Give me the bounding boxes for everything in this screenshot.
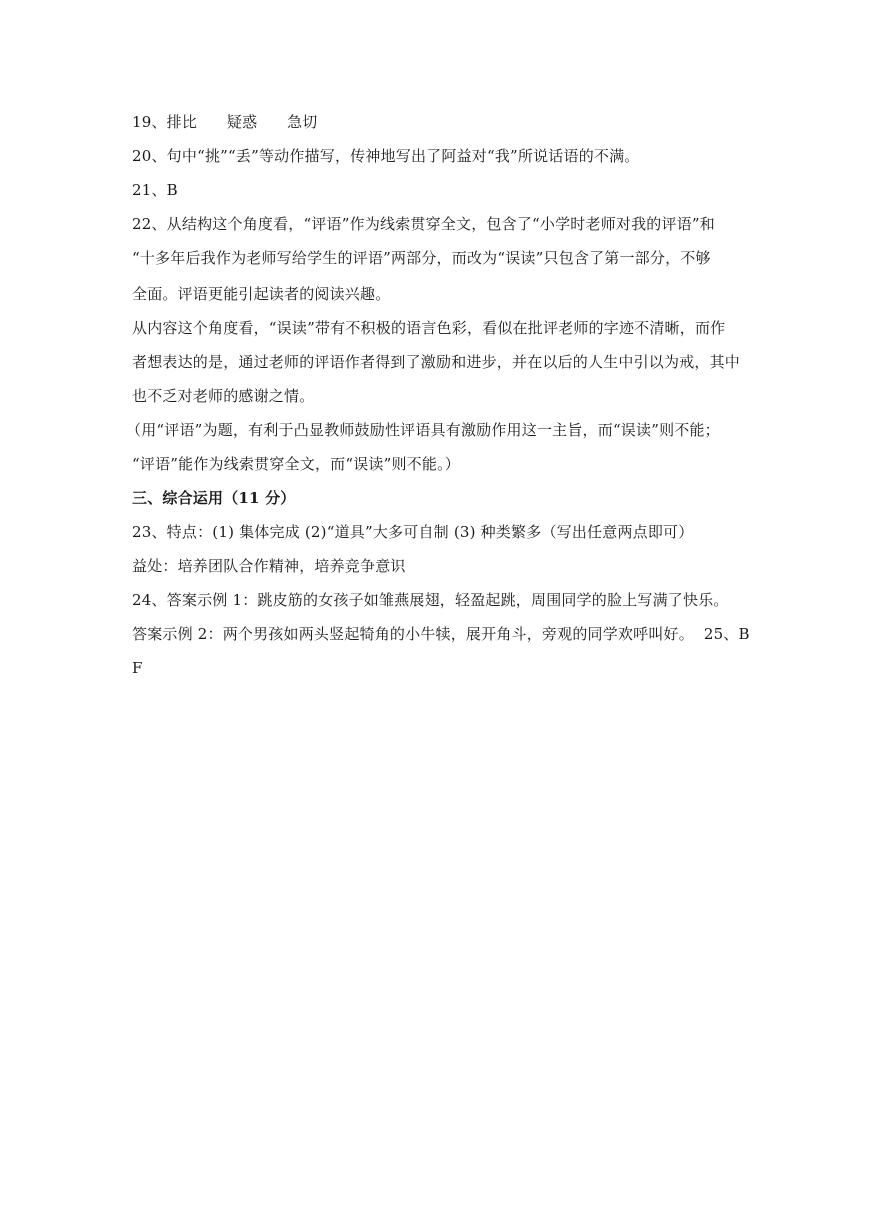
answer-21: 21、B	[132, 181, 178, 199]
answer-24-line-2: 答案示例 2：两个男孩如两头竖起犄角的小牛犊，展开角斗，旁观的同学欢呼叫好。 25、B	[132, 625, 750, 643]
section-heading: 三、综合运用（11 分）	[132, 489, 296, 507]
answer-22-line-3: 全面。评语更能引起读者的阅读兴趣。	[132, 285, 391, 303]
answer-23-line-1: 23、特点：(1) 集体完成 (2)“道具”大多可自制 (3) 种类繁多（写出任意两点即可）	[132, 523, 694, 541]
answer-23-line-2: 益处：培养团队合作精神，培养竞争意识	[132, 557, 406, 575]
answer-22-line-5: 者想表达的是，通过老师的评语作者得到了激励和进步，并在以后的人生中引以为戒，其中	[132, 353, 741, 371]
answer-25-continuation: F	[132, 659, 143, 677]
answer-19: 19、排比 疑惑 急切	[132, 113, 318, 131]
answer-22-line-7: （用“评语”为题，有利于凸显教师鼓励性评语具有激励作用这一主旨，而“误读”则不能；	[126, 421, 720, 439]
answer-22-line-4: 从内容这个角度看，“误读”带有不积极的语言色彩，看似在批评老师的字迹不清晰，而作	[132, 319, 726, 337]
answer-22-line-6: 也不乏对老师的感谢之情。	[132, 387, 315, 405]
answer-24-line-1: 24、答案示例 1：跳皮筋的女孩子如雏燕展翅，轻盈起跳，周围同学的脸上写满了快乐。	[132, 591, 729, 609]
answer-22-line-1: 22、从结构这个角度看，“评语”作为线索贯穿全文，包含了“小学时老师对我的评语”和	[132, 215, 715, 233]
answer-22-line-2: “十多年后我作为老师写给学生的评语”两部分，而改为“误读”只包含了第一部分，不够	[132, 249, 711, 267]
answer-20: 20、句中“挑”“丢”等动作描写，传神地写出了阿益对“我”所说话语的不满。	[132, 147, 640, 165]
answer-22-line-8: “评语”能作为线索贯穿全文，而“误读”则不能。）	[132, 455, 460, 473]
